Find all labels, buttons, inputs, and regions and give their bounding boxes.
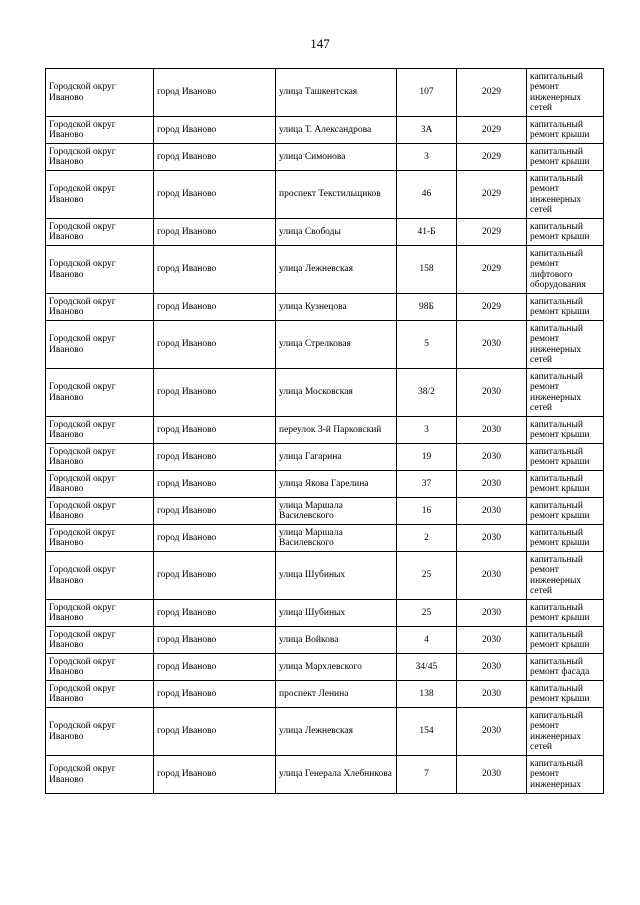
- table-row: [46, 369, 604, 417]
- work-type-cell: капитальный ремонт инженерных сетей: [527, 69, 604, 117]
- city-cell: город Иваново: [154, 246, 276, 294]
- street-cell: улица Маршала Василевского: [276, 525, 397, 552]
- table-row: [46, 552, 604, 600]
- city-cell: город Иваново: [154, 117, 276, 144]
- city-cell: город Иваново: [154, 525, 276, 552]
- city-cell: город Иваново: [154, 444, 276, 471]
- year-cell: 2030: [457, 681, 527, 708]
- municipality-cell: Городской округ Иваново: [46, 369, 154, 417]
- house-number-cell: 2: [397, 525, 457, 552]
- street-cell: улица Симонова: [276, 144, 397, 171]
- table-row: [46, 600, 604, 627]
- table-row: [46, 756, 604, 794]
- city-cell: город Иваново: [154, 294, 276, 321]
- year-cell: 2030: [457, 552, 527, 600]
- work-type-cell: капитальный ремонт инженерных сетей: [527, 708, 604, 756]
- work-type-cell: капитальный ремонт крыши: [527, 525, 604, 552]
- municipality-cell: Городской округ Иваново: [46, 552, 154, 600]
- work-type-cell: капитальный ремонт лифтового оборудования: [527, 246, 604, 294]
- table-row: [46, 117, 604, 144]
- work-type-cell: капитальный ремонт крыши: [527, 444, 604, 471]
- year-cell: 2030: [457, 600, 527, 627]
- municipality-cell: Городской округ Иваново: [46, 117, 154, 144]
- year-cell: 2029: [457, 171, 527, 219]
- house-number-cell: 5: [397, 321, 457, 369]
- work-type-cell: капитальный ремонт фасада: [527, 654, 604, 681]
- street-cell: улица Московская: [276, 369, 397, 417]
- house-number-cell: 7: [397, 756, 457, 794]
- house-number-cell: 41-Б: [397, 219, 457, 246]
- table-row: [46, 681, 604, 708]
- street-cell: улица Маршала Василевского: [276, 498, 397, 525]
- house-number-cell: 3А: [397, 117, 457, 144]
- year-cell: 2030: [457, 444, 527, 471]
- year-cell: 2029: [457, 69, 527, 117]
- year-cell: 2029: [457, 144, 527, 171]
- house-number-cell: 154: [397, 708, 457, 756]
- page-number: 147: [310, 36, 330, 51]
- street-cell: улица Ташкентская: [276, 69, 397, 117]
- municipality-cell: Городской округ Иваново: [46, 708, 154, 756]
- table-row: [46, 654, 604, 681]
- street-cell: улица Стрелковая: [276, 321, 397, 369]
- municipality-cell: Городской округ Иваново: [46, 246, 154, 294]
- municipality-cell: Городской округ Иваново: [46, 600, 154, 627]
- street-cell: улица Войкова: [276, 627, 397, 654]
- house-number-cell: 46: [397, 171, 457, 219]
- municipality-cell: Городской округ Иваново: [46, 144, 154, 171]
- house-number-cell: 98Б: [397, 294, 457, 321]
- city-cell: город Иваново: [154, 498, 276, 525]
- work-type-cell: капитальный ремонт крыши: [527, 417, 604, 444]
- municipality-cell: Городской округ Иваново: [46, 654, 154, 681]
- year-cell: 2030: [457, 756, 527, 794]
- work-type-cell: капитальный ремонт инженерных сетей: [527, 321, 604, 369]
- city-cell: город Иваново: [154, 144, 276, 171]
- street-cell: улица Кузнецова: [276, 294, 397, 321]
- city-cell: город Иваново: [154, 756, 276, 794]
- house-number-cell: 34/45: [397, 654, 457, 681]
- house-number-cell: 138: [397, 681, 457, 708]
- municipality-cell: Городской округ Иваново: [46, 627, 154, 654]
- table-row: [46, 219, 604, 246]
- municipality-cell: Городской округ Иваново: [46, 444, 154, 471]
- house-number-cell: 38/2: [397, 369, 457, 417]
- house-number-cell: 3: [397, 417, 457, 444]
- year-cell: 2029: [457, 117, 527, 144]
- municipality-cell: Городской округ Иваново: [46, 681, 154, 708]
- table-row: [46, 321, 604, 369]
- municipality-cell: Городской округ Иваново: [46, 219, 154, 246]
- year-cell: 2030: [457, 498, 527, 525]
- city-cell: город Иваново: [154, 69, 276, 117]
- house-number-cell: 158: [397, 246, 457, 294]
- street-cell: улица Шубиных: [276, 552, 397, 600]
- city-cell: город Иваново: [154, 627, 276, 654]
- city-cell: город Иваново: [154, 654, 276, 681]
- work-type-cell: капитальный ремонт инженерных сетей: [527, 369, 604, 417]
- year-cell: 2030: [457, 627, 527, 654]
- street-cell: улица Лежневская: [276, 708, 397, 756]
- year-cell: 2030: [457, 321, 527, 369]
- house-number-cell: 19: [397, 444, 457, 471]
- work-type-cell: капитальный ремонт инженерных сетей: [527, 171, 604, 219]
- city-cell: город Иваново: [154, 708, 276, 756]
- municipality-cell: Городской округ Иваново: [46, 294, 154, 321]
- table-row: [46, 444, 604, 471]
- municipality-cell: Городской округ Иваново: [46, 171, 154, 219]
- municipality-cell: Городской округ Иваново: [46, 417, 154, 444]
- street-cell: улица Т. Александрова: [276, 117, 397, 144]
- table-row: [46, 417, 604, 444]
- street-cell: улица Мархлевского: [276, 654, 397, 681]
- year-cell: 2030: [457, 525, 527, 552]
- table-body: [46, 69, 604, 794]
- street-cell: улица Гагарина: [276, 444, 397, 471]
- table-row: [46, 471, 604, 498]
- house-number-cell: 16: [397, 498, 457, 525]
- table-row: [46, 246, 604, 294]
- table-row: [46, 708, 604, 756]
- municipality-cell: Городской округ Иваново: [46, 525, 154, 552]
- year-cell: 2029: [457, 246, 527, 294]
- table-row: [46, 627, 604, 654]
- table-row: [46, 144, 604, 171]
- year-cell: 2030: [457, 708, 527, 756]
- city-cell: город Иваново: [154, 552, 276, 600]
- work-type-cell: капитальный ремонт крыши: [527, 144, 604, 171]
- street-cell: проспект Текстильщиков: [276, 171, 397, 219]
- work-type-cell: капитальный ремонт крыши: [527, 681, 604, 708]
- municipality-cell: Городской округ Иваново: [46, 756, 154, 794]
- street-cell: улица Якова Гарелина: [276, 471, 397, 498]
- city-cell: город Иваново: [154, 171, 276, 219]
- table-row: [46, 498, 604, 525]
- table-row: [46, 294, 604, 321]
- city-cell: город Иваново: [154, 321, 276, 369]
- city-cell: город Иваново: [154, 681, 276, 708]
- house-number-cell: 107: [397, 69, 457, 117]
- year-cell: 2030: [457, 369, 527, 417]
- city-cell: город Иваново: [154, 219, 276, 246]
- work-type-cell: капитальный ремонт инженерных сетей: [527, 552, 604, 600]
- work-type-cell: капитальный ремонт крыши: [527, 294, 604, 321]
- work-type-cell: капитальный ремонт крыши: [527, 627, 604, 654]
- work-type-cell: капитальный ремонт крыши: [527, 498, 604, 525]
- work-type-cell: капитальный ремонт инженерных: [527, 756, 604, 794]
- table-row: [46, 69, 604, 117]
- repair-schedule-table: [45, 68, 604, 794]
- street-cell: улица Генерала Хлебникова: [276, 756, 397, 794]
- house-number-cell: 25: [397, 600, 457, 627]
- street-cell: проспект Ленина: [276, 681, 397, 708]
- municipality-cell: Городской округ Иваново: [46, 498, 154, 525]
- year-cell: 2030: [457, 417, 527, 444]
- year-cell: 2029: [457, 219, 527, 246]
- municipality-cell: Городской округ Иваново: [46, 471, 154, 498]
- house-number-cell: 4: [397, 627, 457, 654]
- street-cell: улица Свободы: [276, 219, 397, 246]
- work-type-cell: капитальный ремонт крыши: [527, 117, 604, 144]
- work-type-cell: капитальный ремонт крыши: [527, 471, 604, 498]
- year-cell: 2029: [457, 294, 527, 321]
- year-cell: 2030: [457, 654, 527, 681]
- municipality-cell: Городской округ Иваново: [46, 69, 154, 117]
- table-row: [46, 525, 604, 552]
- street-cell: переулок 3-й Парковский: [276, 417, 397, 444]
- city-cell: город Иваново: [154, 369, 276, 417]
- house-number-cell: 37: [397, 471, 457, 498]
- city-cell: город Иваново: [154, 471, 276, 498]
- work-type-cell: капитальный ремонт крыши: [527, 600, 604, 627]
- city-cell: город Иваново: [154, 600, 276, 627]
- municipality-cell: Городской округ Иваново: [46, 321, 154, 369]
- house-number-cell: 3: [397, 144, 457, 171]
- city-cell: город Иваново: [154, 417, 276, 444]
- table-row: [46, 171, 604, 219]
- house-number-cell: 25: [397, 552, 457, 600]
- street-cell: улица Лежневская: [276, 246, 397, 294]
- work-type-cell: капитальный ремонт крыши: [527, 219, 604, 246]
- year-cell: 2030: [457, 471, 527, 498]
- street-cell: улица Шубиных: [276, 600, 397, 627]
